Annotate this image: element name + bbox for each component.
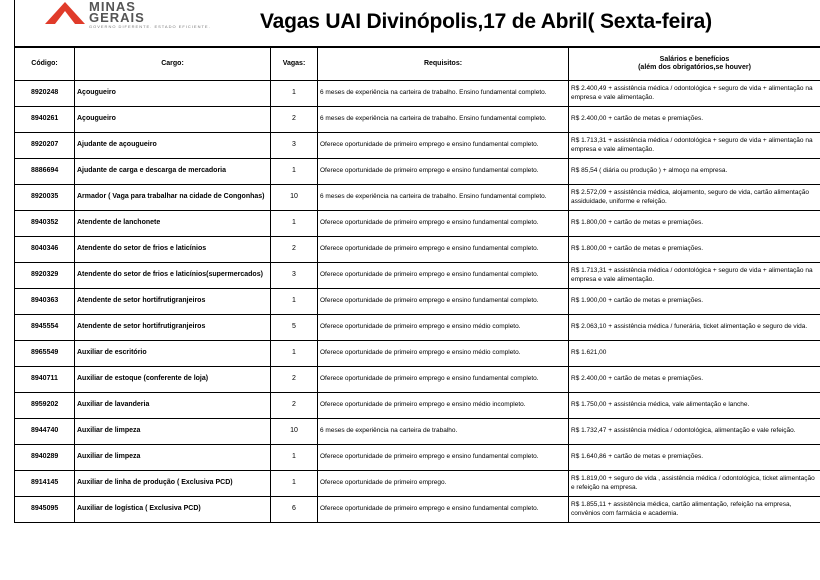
cell-code: 8945095 (15, 497, 75, 523)
cell-cargo: Auxiliar de escritório (75, 341, 271, 367)
cell-code: 8940261 (15, 107, 75, 133)
cell-cargo: Auxiliar de limpeza (75, 445, 271, 471)
cell-cargo: Auxiliar de logística ( Exclusiva PCD) (75, 497, 271, 523)
table-row (15, 445, 820, 471)
cell-salarios: R$ 1.640,86 + cartão de metas e premiações. (569, 445, 820, 471)
cell-code: 8920329 (15, 263, 75, 289)
table-row (15, 471, 820, 497)
cell-requisitos: Oferece oportunidade de primeiro emprego e ensino médio completo. (318, 315, 569, 341)
table-row (15, 185, 820, 211)
cell-salarios: R$ 1.621,00 (569, 341, 820, 367)
cell-vagas: 1 (271, 81, 318, 107)
cell-cargo: Atendente de setor hortifrutigranjeiros (75, 315, 271, 341)
cell-requisitos: Oferece oportunidade de primeiro emprego. (318, 471, 569, 497)
header-cargo: Cargo: (75, 48, 271, 81)
cell-vagas: 6 (271, 497, 318, 523)
cell-cargo: Armador ( Vaga para trabalhar na cidade de Congonhas) (75, 185, 271, 211)
table-row (15, 419, 820, 445)
cell-requisitos: Oferece oportunidade de primeiro emprego e ensino médio completo. (318, 341, 569, 367)
cell-code: 8945554 (15, 315, 75, 341)
cell-salarios: R$ 2.400,00 + cartão de metas e premiações. (569, 367, 820, 393)
cell-salarios: R$ 1.800,00 + cartão de metas e premiações. (569, 237, 820, 263)
cell-code: 8940352 (15, 211, 75, 237)
header-salarios-subtitle: (além dos obrigatórios,se houver) (638, 64, 751, 71)
table-row (15, 367, 820, 393)
cell-requisitos: 6 meses de experiência na carteira de trabalho. Ensino fundamental completo. (318, 81, 569, 107)
triangle-logo-icon (45, 2, 85, 24)
cell-salarios: R$ 1.750,00 + assistência médica, vale alimentação e lanche. (569, 393, 820, 419)
minas-gerais-logo (45, 0, 211, 32)
cell-vagas: 1 (271, 341, 318, 367)
table-body (15, 81, 820, 523)
cell-vagas: 1 (271, 211, 318, 237)
cell-code: 8040346 (15, 237, 75, 263)
cell-requisitos: Oferece oportunidade de primeiro emprego e ensino fundamental completo. (318, 211, 569, 237)
header-requisitos: Requisitos: (318, 48, 569, 81)
cell-vagas: 3 (271, 133, 318, 159)
cell-salarios: R$ 1.800,00 + cartão de metas e premiações. (569, 211, 820, 237)
cell-code: 8944740 (15, 419, 75, 445)
cell-requisitos: Oferece oportunidade de primeiro emprego e ensino fundamental completo. (318, 237, 569, 263)
cell-salarios: R$ 2.400,49 + assistência médica / odontológica + seguro de vida + alimentação na empresa e vale alimentação. (569, 81, 820, 107)
header-salarios-title: Salários e benefícios (659, 56, 730, 63)
cell-cargo: Ajudante de carga e descarga de mercadoria (75, 159, 271, 185)
cell-vagas: 10 (271, 419, 318, 445)
cell-vagas: 2 (271, 367, 318, 393)
header-salarios (569, 48, 820, 81)
table-row (15, 81, 820, 107)
cell-vagas: 1 (271, 445, 318, 471)
cell-salarios: R$ 1.900,00 + cartão de metas e premiações. (569, 289, 820, 315)
cell-cargo: Açougueiro (75, 107, 271, 133)
table-row (15, 159, 820, 185)
logo-name: MINAS GERAIS (89, 0, 145, 25)
table-row (15, 393, 820, 419)
cell-code: 8920207 (15, 133, 75, 159)
cell-code: 8940363 (15, 289, 75, 315)
cell-cargo: Auxiliar de limpeza (75, 419, 271, 445)
cell-cargo: Atendente de setor hortifrutigranjeiros (75, 289, 271, 315)
cell-requisitos: Oferece oportunidade de primeiro emprego e ensino fundamental completo. (318, 367, 569, 393)
header-code: Código: (15, 48, 75, 81)
cell-requisitos: Oferece oportunidade de primeiro emprego e ensino fundamental completo. (318, 289, 569, 315)
cell-cargo: Auxiliar de estoque (conferente de loja) (75, 367, 271, 393)
cell-requisitos: Oferece oportunidade de primeiro emprego e ensino fundamental completo. (318, 159, 569, 185)
cell-vagas: 1 (271, 471, 318, 497)
header-vagas: Vagas: (271, 48, 318, 81)
cell-cargo: Ajudante de açougueiro (75, 133, 271, 159)
cell-cargo: Açougueiro (75, 81, 271, 107)
cell-salarios: R$ 2.572,09 + assistência médica, alojamento, seguro de vida, cartão alimentação assiduidade, uniforme e refeição. (569, 185, 820, 211)
cell-requisitos: 6 meses de experiência na carteira de trabalho. (318, 419, 569, 445)
cell-code: 8940711 (15, 367, 75, 393)
cell-requisitos: Oferece oportunidade de primeiro emprego e ensino médio incompleto. (318, 393, 569, 419)
cell-cargo: Auxiliar de lavanderia (75, 393, 271, 419)
cell-code: 8965549 (15, 341, 75, 367)
cell-code: 8940289 (15, 445, 75, 471)
table-row (15, 107, 820, 133)
cell-salarios: R$ 1.713,31 + assistência médica / odontológica + seguro de vida + alimentação na empresa e vale alimentação. (569, 263, 820, 289)
cell-cargo: Atendente do setor de frios e laticínios (75, 237, 271, 263)
cell-salarios: R$ 2.400,00 + cartão de metas e premiações. (569, 107, 820, 133)
cell-salarios: R$ 1.713,31 + assistência médica / odontológica + seguro de vida + alimentação na empresa e vale alimentação. (569, 133, 820, 159)
cell-cargo: Atendente de lanchonete (75, 211, 271, 237)
cell-salarios: R$ 1.855,11 + assistência médica, cartão alimentação, refeição na empresa, convênios com farmácia e academia. (569, 497, 820, 523)
cell-code: 8886694 (15, 159, 75, 185)
logo-tagline: GOVERNO DIFERENTE. ESTADO EFICIENTE. (89, 24, 211, 29)
cell-code: 8959202 (15, 393, 75, 419)
cell-vagas: 1 (271, 289, 318, 315)
cell-salarios: R$ 1.732,47 + assistência médica / odontológica, alimentação e vale refeição. (569, 419, 820, 445)
cell-code: 8920248 (15, 81, 75, 107)
cell-vagas: 5 (271, 315, 318, 341)
cell-vagas: 2 (271, 393, 318, 419)
table-row (15, 497, 820, 523)
cell-vagas: 2 (271, 107, 318, 133)
cell-requisitos: 6 meses de experiência na carteira de trabalho. Ensino fundamental completo. (318, 107, 569, 133)
cell-vagas: 3 (271, 263, 318, 289)
table-row (15, 211, 820, 237)
page-title: Vagas UAI Divinópolis,17 de Abril( Sexta-feira) (260, 10, 712, 33)
cell-salarios: R$ 2.063,10 + assistência médica / funerária, ticket alimentação e seguro de vida. (569, 315, 820, 341)
cell-requisitos: Oferece oportunidade de primeiro emprego e ensino fundamental completo. (318, 445, 569, 471)
cell-requisitos: Oferece oportunidade de primeiro emprego e ensino fundamental completo. (318, 133, 569, 159)
cell-requisitos: Oferece oportunidade de primeiro emprego e ensino fundamental completo. (318, 497, 569, 523)
table-row (15, 289, 820, 315)
table-row (15, 133, 820, 159)
table-row (15, 263, 820, 289)
cell-vagas: 2 (271, 237, 318, 263)
table-header-row (15, 48, 820, 81)
cell-requisitos: Oferece oportunidade de primeiro emprego e ensino fundamental completo. (318, 263, 569, 289)
cell-requisitos: 6 meses de experiência na carteira de trabalho. Ensino fundamental completo. (318, 185, 569, 211)
cell-code: 8920035 (15, 185, 75, 211)
table-row (15, 315, 820, 341)
document-page (14, 0, 820, 580)
cell-cargo: Atendente do setor de frios e laticínios(supermercados) (75, 263, 271, 289)
cell-salarios: R$ 1.819,00 + seguro de vida , assistência médica / odontológica, ticket alimentação e refeição na empresa. (569, 471, 820, 497)
cell-vagas: 1 (271, 159, 318, 185)
table-row (15, 237, 820, 263)
cell-code: 8914145 (15, 471, 75, 497)
table-row (15, 341, 820, 367)
cell-salarios: R$ 85,54 ( diária ou produção ) + almoço na empresa. (569, 159, 820, 185)
jobs-table (14, 47, 820, 523)
cell-vagas: 10 (271, 185, 318, 211)
cell-cargo: Auxiliar de linha de produção ( Exclusiva PCD) (75, 471, 271, 497)
document-header (14, 0, 820, 47)
